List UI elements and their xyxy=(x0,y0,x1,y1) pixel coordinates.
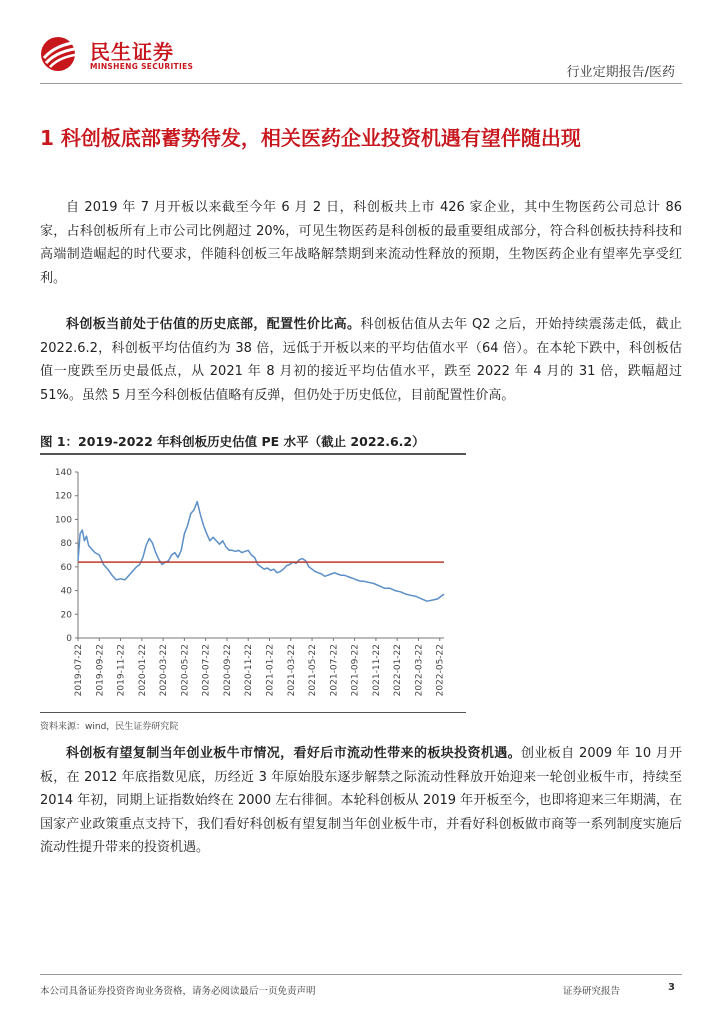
pe-series-line xyxy=(78,502,444,602)
x-tick-label: 2021-07-22 xyxy=(329,644,340,697)
series-layer xyxy=(78,502,444,602)
report-category: 行业定期报告/医药 xyxy=(566,65,675,80)
y-tick-label: 40 xyxy=(60,586,72,597)
x-tick-label: 2020-03-22 xyxy=(159,644,170,697)
footer-divider xyxy=(40,974,682,975)
x-tick-label: 2021-01-22 xyxy=(265,644,276,697)
y-tick-label: 20 xyxy=(60,610,72,621)
x-tick-label: 2019-11-22 xyxy=(116,644,127,697)
x-tick-label: 2022-05-22 xyxy=(435,644,446,697)
paragraph-3-lead: 科创板有望复制当年创业板牛市情况，看好后市流动性带来的板块投资机遇。 xyxy=(66,746,522,761)
logo-text-en: MINSHENG SECURITIES xyxy=(90,62,194,71)
y-tick-label: 60 xyxy=(60,562,72,573)
x-tick-label: 2021-11-22 xyxy=(371,644,382,697)
paragraph-3 xyxy=(40,742,682,860)
y-tick-label: 0 xyxy=(66,634,72,644)
logo-icon xyxy=(40,36,84,72)
x-tick-label: 2020-09-22 xyxy=(222,644,233,697)
paragraph-2 xyxy=(40,313,682,407)
x-tick-label: 2021-09-22 xyxy=(350,644,361,697)
y-tick-label: 80 xyxy=(60,539,72,550)
figure-bottom-rule xyxy=(40,712,466,713)
paragraph-3-body: 创业板自 2009 年 10 月开板，在 2012 年底指数见底，历经近 3 年原始股东逐步解禁之际流动性释放开始迎来一轮创业板牛市，持续至 2014 年初，同期上证指数始终在 2000 左右徘徊。本轮科创板从 2019 年开板至今，也即将迎来三年期满，在国家产业政策重点支持下，我们看好科创板有望复制当年创业板牛市，并看好科创板做市商等一系列制度实施后流动性提升带来的投资机遇。 xyxy=(40,746,682,855)
x-tick-label: 2020-07-22 xyxy=(201,644,212,697)
paragraph-1: 自 2019 年 7 月开板以来截至今年 6 月 2 日，科创板共上市 426 家企业，其中生物医药公司总计 86 家，占科创板所有上市公司比例超过 20%，可见生物医药是科创板的最重要组成部分，符合科创板扶持科技和高端制造崛起的时代要求，伴随科创板三年战略解禁期到来流动性释放的预期，生物医药企业有望率先享受红利。 xyxy=(40,200,682,286)
logo-text-cn: 民生证券 xyxy=(90,40,174,64)
figure-source: 资料来源：wind，民生证券研究院 xyxy=(40,722,179,732)
pe-line-chart xyxy=(40,460,466,710)
x-tick-label: 2020-01-22 xyxy=(137,644,148,697)
page-number: 3 xyxy=(668,982,675,993)
y-tick-label: 120 xyxy=(54,491,72,502)
x-tick-label: 2020-11-22 xyxy=(244,644,255,697)
x-tick-label: 2019-07-22 xyxy=(74,644,84,697)
y-axis xyxy=(55,468,78,644)
figure-top-rule xyxy=(40,453,466,455)
header-divider xyxy=(40,83,682,84)
footer-disclaimer: 本公司具备证券投资咨询业务资格，请务必阅读最后一页免责声明 xyxy=(40,986,316,997)
x-axis xyxy=(74,638,446,696)
paragraph-2-lead: 科创板当前处于估值的历史底部，配置性价比高。 xyxy=(66,317,361,332)
paragraph-2-body: 科创板估值从去年 Q2 之后，开始持续震荡走低，截止 2022.6.2，科创板平均估值约为 38 倍，远低于开板以来的平均估值水平（64 倍）。在本轮下跌中，科创板估值一度跌至历史最低点，从 2021 年 8 月初的接近平均估值水平，跌至 2022 年 4 月的 31 倍，跌幅超过 51%。虽然 5 月至今科创板估值略有反弹，但仍处于历史低位，目前配置性价高。 xyxy=(40,317,682,403)
y-tick-label: 100 xyxy=(54,515,72,526)
section-title: 1 科创板底部蓄势待发，相关医药企业投资机遇有望伴随出现 xyxy=(40,126,581,150)
footer-report-type: 证券研究报告 xyxy=(563,986,621,997)
x-tick-label: 2022-01-22 xyxy=(393,644,404,697)
x-tick-label: 2020-05-22 xyxy=(180,644,191,697)
figure-title: 图 1：2019-2022 年科创板历史估值 PE 水平（截止 2022.6.2） xyxy=(40,434,425,449)
x-tick-label: 2021-05-22 xyxy=(308,644,319,697)
x-tick-label: 2021-03-22 xyxy=(286,644,297,697)
x-tick-label: 2019-09-22 xyxy=(95,644,106,697)
x-tick-label: 2022-03-22 xyxy=(414,644,425,697)
y-tick-label: 140 xyxy=(54,468,72,478)
